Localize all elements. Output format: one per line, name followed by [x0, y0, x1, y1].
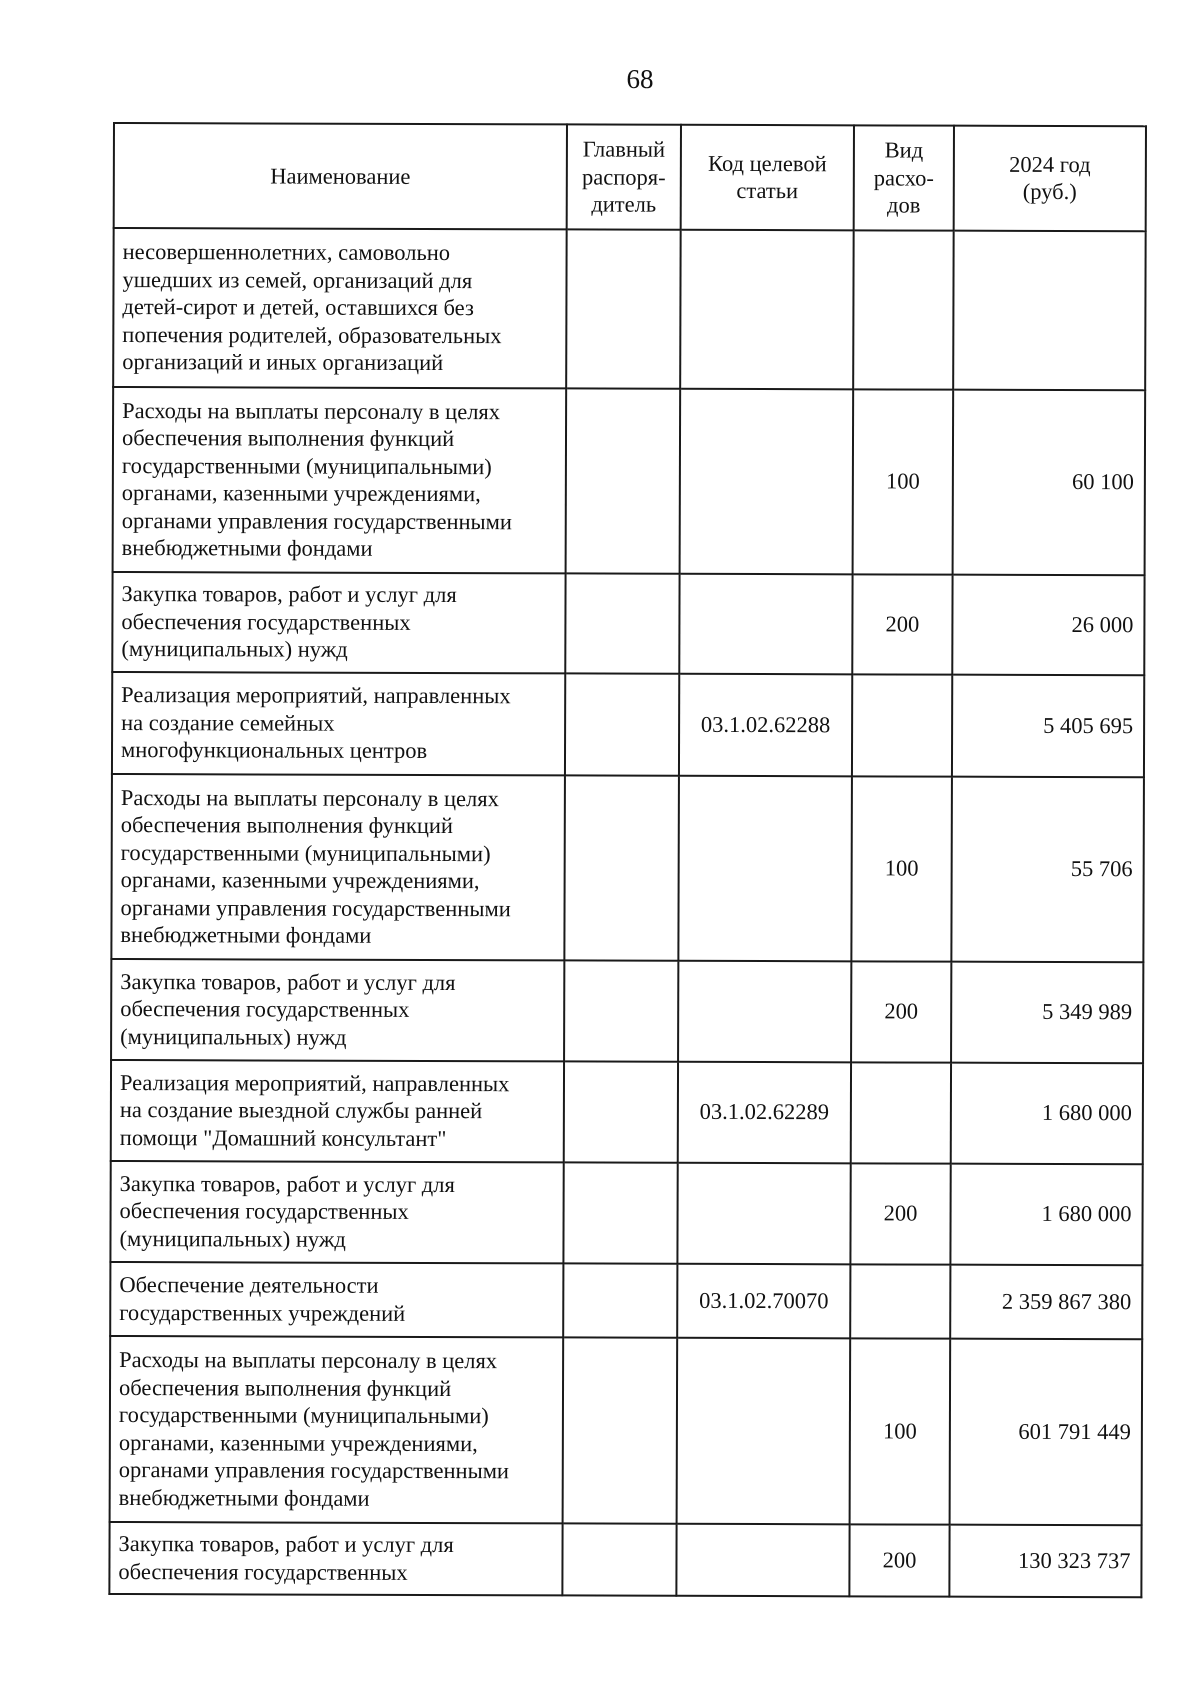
header-chief-manager-line: Главный	[582, 136, 666, 162]
header-name: Наименование	[114, 123, 567, 229]
table-row	[112, 572, 1144, 675]
row-name: Закупка товаров, работ и услуг для обеспечения государственных (муниципальных) нужд	[111, 958, 564, 1060]
row-target-code	[677, 1162, 850, 1264]
row-target-code: 03.1.02.62288	[679, 673, 852, 776]
row-expense-type	[851, 1062, 951, 1163]
table-row	[111, 1059, 1143, 1163]
row-chief-manager	[562, 1523, 676, 1595]
header-expense-type-line: расхо-	[873, 164, 934, 191]
table-row	[110, 1335, 1143, 1524]
header-year-line: (руб.)	[1022, 179, 1077, 205]
row-chief-manager	[566, 229, 680, 388]
row-target-code	[679, 573, 852, 674]
table-row	[110, 1261, 1142, 1338]
header-expense-type-line: Вид	[884, 137, 924, 163]
header-year-line: 2024 год	[1009, 151, 1091, 177]
row-target-code: 03.1.02.62289	[678, 1061, 851, 1163]
row-chief-manager	[564, 960, 678, 1061]
row-expense-type: 100	[851, 776, 952, 961]
header-year-amount	[954, 126, 1146, 231]
row-expense-type: 200	[849, 1524, 949, 1596]
header-target-code	[681, 125, 854, 230]
row-name: Реализация мероприятий, направленных на создание семейных многофункциональных центров	[112, 672, 565, 775]
row-expense-type	[850, 1264, 950, 1338]
row-amount: 5 405 695	[952, 674, 1144, 777]
row-chief-manager	[565, 673, 679, 775]
table-row	[113, 228, 1145, 390]
row-amount: 2 359 867 380	[950, 1264, 1142, 1339]
row-chief-manager	[565, 573, 679, 673]
row-amount: 130 323 737	[949, 1524, 1141, 1597]
row-name: Закупка товаров, работ и услуг для обеспечения государственных (муниципальных) нужд	[110, 1160, 563, 1262]
header-chief-manager-line: дитель	[591, 191, 657, 217]
row-name: Расходы на выплаты персоналу в целях обеспечения выполнения функций государственными (муниципальными) органами, казенными учреждениями, органами управления государственными внебюджетными фондами	[111, 773, 565, 959]
row-name: Расходы на выплаты персоналу в целях обеспечения выполнения функций государственными (муниципальными) органами, казенными учреждениями, органами управления государственными внебюджетными фондами	[113, 387, 567, 573]
row-amount: 26 000	[952, 574, 1144, 675]
row-amount: 1 680 000	[950, 1163, 1142, 1265]
row-chief-manager	[563, 1337, 678, 1523]
header-target-code-line: статьи	[736, 178, 799, 204]
row-name: несовершеннолетних, самовольно ушедших из семей, организаций для детей-сирот и детей, оставшихся без попечения родителей, образовательных организаций и иных организаций	[113, 228, 566, 388]
row-target-code	[680, 388, 854, 574]
row-target-code	[678, 775, 852, 961]
row-expense-type: 200	[850, 1163, 950, 1264]
page-number: 68	[626, 64, 654, 94]
header-chief-manager-line: распоря-	[581, 163, 666, 190]
row-chief-manager	[566, 388, 681, 573]
row-target-code	[677, 1337, 851, 1524]
row-name: Закупка товаров, работ и услуг для обеспечения государственных (муниципальных) нужд	[112, 572, 565, 673]
header-expense-type-line: дов	[887, 192, 921, 218]
row-amount: 60 100	[953, 389, 1146, 575]
row-amount	[953, 230, 1145, 390]
row-name: Расходы на выплаты персоналу в целях обеспечения выполнения функций государственными (муниципальными) органами, казенными учреждениями, органами управления государственными внебюджетными фондами	[110, 1335, 564, 1522]
row-name: Реализация мероприятий, направленных на создание выездной службы ранней помощи "Домашний консультант"	[111, 1059, 564, 1161]
row-chief-manager	[563, 1263, 677, 1337]
table-row	[112, 672, 1144, 777]
table-row	[111, 958, 1143, 1062]
row-amount: 1 680 000	[951, 1062, 1143, 1164]
row-expense-type: 200	[851, 961, 951, 1062]
row-target-code	[678, 960, 851, 1062]
header-chief-manager	[567, 124, 681, 229]
row-target-code	[680, 229, 853, 389]
row-expense-type	[853, 230, 953, 389]
header-expense-type	[854, 125, 954, 230]
row-target-code: 03.1.02.70070	[677, 1263, 850, 1338]
table-header-row	[114, 123, 1146, 231]
table-row	[111, 773, 1144, 961]
row-name: Обеспечение деятельности государственных учреждений	[110, 1261, 563, 1336]
row-amount: 5 349 989	[951, 961, 1143, 1063]
row-amount: 55 706	[951, 776, 1144, 962]
table-row	[110, 1160, 1142, 1264]
table-row	[109, 1521, 1141, 1596]
row-expense-type	[852, 674, 952, 776]
header-target-code-line: Код целевой	[708, 150, 827, 176]
budget-table	[108, 122, 1147, 1598]
row-chief-manager	[564, 1061, 678, 1162]
row-expense-type: 200	[852, 574, 952, 674]
row-chief-manager	[564, 775, 679, 960]
row-amount: 601 791 449	[950, 1338, 1143, 1525]
row-name: Закупка товаров, работ и услуг для обеспечения государственных	[109, 1521, 562, 1594]
row-chief-manager	[563, 1162, 677, 1263]
row-target-code	[676, 1523, 849, 1596]
row-expense-type: 100	[850, 1338, 951, 1524]
table-row	[113, 387, 1146, 575]
row-expense-type: 100	[853, 389, 954, 574]
